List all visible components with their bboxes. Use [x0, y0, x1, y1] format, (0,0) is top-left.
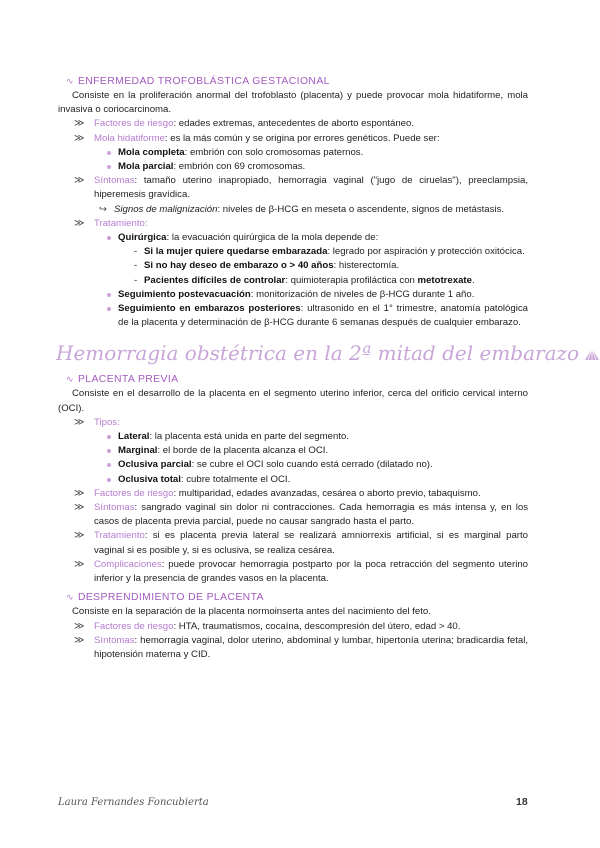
page-content [56, 74, 580, 662]
bullet-icon [107, 463, 111, 467]
double-chevron-icon: ≫ [74, 634, 85, 646]
sub-item: ↪ Signos de malignización: niveles de β-HCG en meseta o ascendente, signos de metástasis. [58, 203, 528, 217]
sub-item: Quirúrgica: la evacuación quirúrgica de la mola depende de: [58, 231, 528, 245]
bullet-icon [107, 151, 111, 155]
double-chevron-icon: ≫ [74, 118, 85, 130]
double-chevron-icon: ≫ [74, 175, 85, 187]
list-item: ≫ Factores de riesgo: multiparidad, edades avanzadas, cesárea o aborto previo, tabaquismo. [58, 487, 528, 501]
list-item: ≫ Tipos: [58, 416, 528, 430]
sub-item: Oclusiva parcial: se cubre el OCI solo cuando está cerrado (dilatado no). [58, 458, 528, 472]
list-item: ≫ Mola hidatiforme: es la más común y se origina por errores genéticos. Puede ser: [58, 132, 528, 146]
sub-item: Oclusiva total: cubre totalmente el OCI. [58, 473, 528, 487]
intro-paragraph: Consiste en el desarrollo de la placenta en el segmento uterino inferior, cerca del orificio cervical interno (OCI). [58, 388, 528, 414]
double-chevron-icon: ≫ [74, 620, 85, 632]
double-chevron-icon: ≫ [74, 502, 85, 514]
bullet-icon [107, 307, 111, 311]
sub-item: Lateral: la placenta está unida en parte del segmento. [58, 430, 528, 444]
sub-item: Mola parcial: embrión con 69 cromosomas. [58, 160, 528, 174]
wave-icon: ∿ [66, 374, 74, 385]
double-chevron-icon: ≫ [74, 217, 85, 229]
footer-author: Laura Fernandes Foncubierta [58, 797, 209, 808]
list-item: ≫ Factores de riesgo: edades extremas, antecedentes de aborto espontáneo. [58, 117, 528, 131]
bullet-icon [107, 478, 111, 482]
sub-item: Marginal: el borde de la placenta alcanza el OCI. [58, 444, 528, 458]
list-item: ≫ Síntomas: tamaño uterino inapropiado, hemorragia vaginal ("jugo de ciruelas"), preeclampsia, hiperemesis gravídica. [74, 175, 528, 201]
sub-item: Seguimiento postevacuación: monitorización de niveles de β-HCG durante 1 año. [58, 288, 528, 302]
list-item: ≫ Factores de riesgo: HTA, traumatismos, cocaína, descompresión del útero, edad > 40. [58, 620, 528, 634]
list-item: ≫ Tratamiento: [58, 217, 528, 231]
double-chevron-icon: ≫ [74, 558, 85, 570]
hook-arrow-icon: ↪ [99, 203, 108, 215]
section-heading-desprendimiento: ∿ DESPRENDIMIENTO DE PLACENTA [66, 592, 264, 604]
bullet-icon [107, 435, 111, 439]
wave-icon: ∿ [66, 592, 74, 603]
sub-sub-item: - Si la mujer quiere quedarse embarazada: legrado por aspiración y protección oxitócica. [134, 246, 525, 258]
intro-paragraph: Consiste en la proliferación anormal del trofoblasto (placenta) y puede provocar mola hidatiforme, mola invasiva o coriocarcinoma. [58, 90, 528, 116]
section-heading-placenta-previa: ∿ PLACENTA PREVIA [66, 374, 179, 386]
list-item: ≫ Síntomas: sangrado vaginal sin dolor ni contracciones. Cada hemorragia es más intensa y, en los casos de placenta previa parcial, puede no causar sangrado hasta el parto. [74, 502, 528, 528]
double-chevron-icon: ≫ [74, 416, 85, 428]
bullet-icon [107, 165, 111, 169]
list-item: ≫ Complicaciones: puede provocar hemorragia postparto por la poca retracción del segmento uterino inferior y la presencia de grandes vasos en la placenta. [74, 558, 528, 585]
bullet-icon [107, 293, 111, 297]
sub-sub-item: - Pacientes difíciles de controlar: quimioterapia profiláctica con metotrexate. [134, 274, 475, 286]
list-item: ≫ Síntomas: hemorragia vaginal, dolor uterino, abdominal y lumbar, hipertonía uterina; bradicardia fetal, hipotensión materna y CID. [74, 634, 528, 660]
double-chevron-icon: ≫ [74, 132, 85, 144]
double-chevron-icon: ≫ [74, 487, 85, 499]
section-heading-trofoblastica: ∿ ENFERMEDAD TROFOBLÁSTICA GESTACIONAL [66, 76, 330, 87]
intro-paragraph: Consiste en la separación de la placenta normoinserta antes del nacimiento del feto. [72, 606, 431, 618]
bullet-icon [107, 449, 111, 453]
sub-item: Mola completa: embrión con solo cromosomas paternos. [58, 146, 528, 160]
sub-sub-item: - Si no hay deseo de embarazo o > 40 años: histerectomía. [134, 260, 400, 272]
page-number: 18 [516, 796, 528, 808]
decorative-shell-icon [583, 348, 600, 362]
sub-item: Seguimiento en embarazos posteriores: ultrasonido en el 1° trimestre, anatomía patológica de la placenta y determinación de β-HCG durante 6 semanas después de cualquier embarazo. [58, 302, 528, 330]
double-chevron-icon: ≫ [74, 530, 85, 542]
list-item: ≫ Tratamiento: si es placenta previa lateral se realizará amniorrexis artificial, si es marginal parto vaginal si es posible y, si es oclusiva, se realiza cesárea. [74, 530, 528, 556]
bullet-icon [107, 236, 111, 240]
chapter-heading: Hemorragia obstétrica en la 2ª mitad del embarazo [56, 336, 528, 370]
wave-icon: ∿ [66, 76, 74, 86]
